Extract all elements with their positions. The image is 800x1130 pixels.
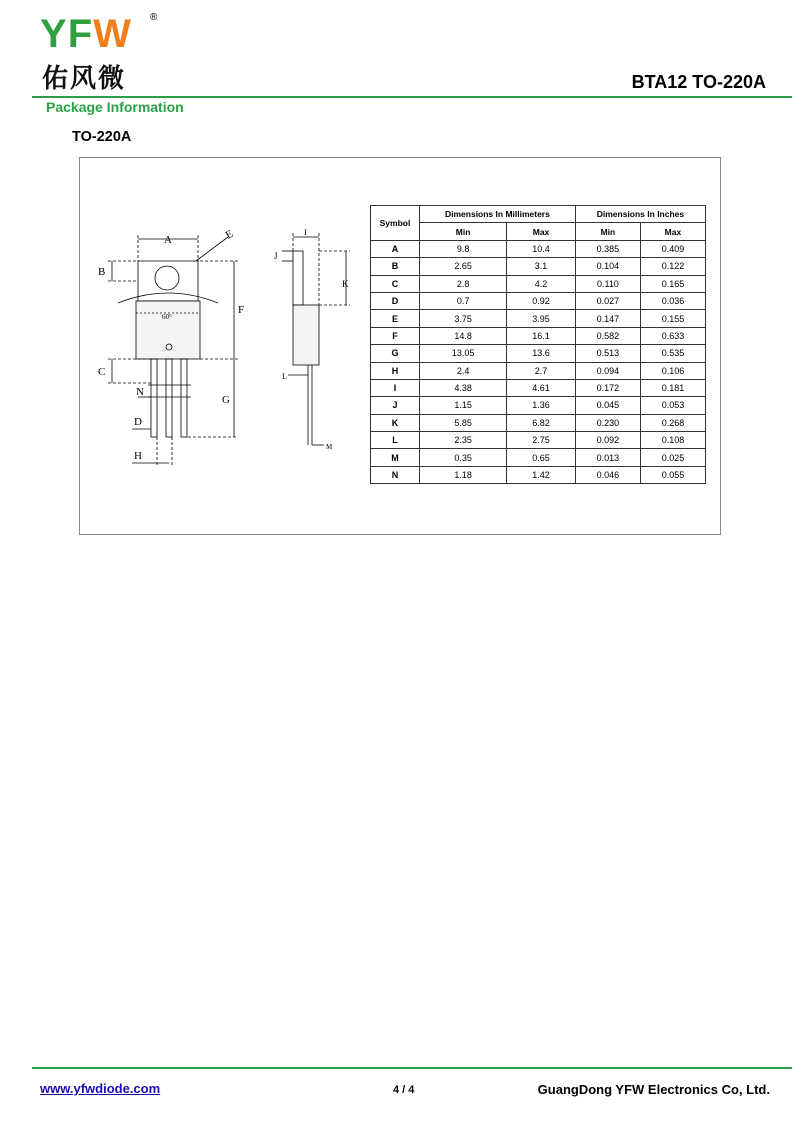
table-row [371, 258, 706, 275]
registered-mark: ® [150, 12, 158, 23]
mm-min-cell: 13.05 [420, 345, 507, 362]
footer-divider [32, 1067, 792, 1069]
inch-min-cell: 0.110 [575, 275, 640, 292]
mm-min-cell: 2.8 [420, 275, 507, 292]
symbol-cell: N [371, 466, 420, 483]
drawing-label-k: K [342, 279, 349, 289]
table-row [371, 432, 706, 449]
inch-min-cell: 0.147 [575, 310, 640, 327]
table-row [371, 240, 706, 257]
symbol-cell: L [371, 432, 420, 449]
inch-max-cell: 0.106 [640, 362, 705, 379]
table-row [371, 310, 706, 327]
symbol-column-header: Symbol [371, 206, 420, 241]
symbol-cell: G [371, 345, 420, 362]
drawing-label-j: J [274, 251, 278, 261]
mm-min-cell: 2.4 [420, 362, 507, 379]
inch-max-header: Max [640, 223, 705, 240]
table-row [371, 362, 706, 379]
table-row [371, 292, 706, 309]
inch-min-cell: 0.513 [575, 345, 640, 362]
mm-min-cell: 2.35 [420, 432, 507, 449]
logo-letter-y: Y [40, 12, 68, 56]
inch-min-cell: 0.045 [575, 397, 640, 414]
inch-max-cell: 0.025 [640, 449, 705, 466]
header-divider [32, 96, 792, 98]
drawing-label-a: A [164, 234, 172, 246]
mm-max-cell: 6.82 [507, 414, 576, 431]
logo-letters [40, 14, 132, 54]
mm-min-cell: 2.65 [420, 258, 507, 275]
mm-max-cell: 4.2 [507, 275, 576, 292]
inch-max-cell: 0.055 [640, 466, 705, 483]
inch-max-cell: 0.181 [640, 379, 705, 396]
mm-max-cell: 2.75 [507, 432, 576, 449]
inch-max-cell: 0.268 [640, 414, 705, 431]
inch-min-header: Min [575, 223, 640, 240]
inch-max-cell: 0.165 [640, 275, 705, 292]
mm-max-cell: 3.95 [507, 310, 576, 327]
company-name: GuangDong YFW Electronics Co, Ltd. [537, 1082, 770, 1097]
package-outline-drawing [88, 225, 358, 470]
website-link[interactable]: www.yfwdiode.com [40, 1081, 161, 1096]
mm-min-cell: 3.75 [420, 310, 507, 327]
drawing-label-n: N [136, 386, 144, 398]
drawing-label-h: H [134, 450, 142, 462]
table-subheader-row [371, 223, 706, 240]
mm-max-cell: 3.1 [507, 258, 576, 275]
table-row [371, 327, 706, 344]
drawing-label-f: F [238, 304, 245, 316]
mm-min-cell: 9.8 [420, 240, 507, 257]
inch-min-cell: 0.230 [575, 414, 640, 431]
drawing-label-b: B [98, 266, 106, 278]
inch-max-cell: 0.036 [640, 292, 705, 309]
mm-max-cell: 0.65 [507, 449, 576, 466]
drawing-label-d: D [134, 416, 142, 428]
table-row [371, 449, 706, 466]
symbol-cell: B [371, 258, 420, 275]
logo-letter-w: W [93, 12, 132, 56]
drawing-label-l: L [282, 372, 287, 381]
inch-min-cell: 0.013 [575, 449, 640, 466]
mm-min-header: Min [420, 223, 507, 240]
table-row [371, 397, 706, 414]
mm-min-cell: 0.35 [420, 449, 507, 466]
mm-max-cell: 16.1 [507, 327, 576, 344]
table-row [371, 466, 706, 483]
mm-max-header: Max [507, 223, 576, 240]
mm-group-header: Dimensions In Millimeters [420, 206, 576, 223]
dimensions-table [370, 205, 706, 484]
mm-max-cell: 4.61 [507, 379, 576, 396]
table-header-row [371, 206, 706, 223]
symbol-cell: A [371, 240, 420, 257]
drawing-label-angle: 60° [162, 313, 172, 321]
symbol-cell: E [371, 310, 420, 327]
symbol-cell: I [371, 379, 420, 396]
mm-max-cell: 10.4 [507, 240, 576, 257]
table-row [371, 345, 706, 362]
symbol-cell: C [371, 275, 420, 292]
page-number: 4 / 4 [393, 1084, 415, 1096]
mm-min-cell: 5.85 [420, 414, 507, 431]
logo-chinese-name: 佑风微 [42, 64, 127, 94]
section-title: Package Information [46, 99, 184, 115]
package-title: TO-220A [72, 129, 132, 145]
mm-max-cell: 0.92 [507, 292, 576, 309]
inch-min-cell: 0.027 [575, 292, 640, 309]
drawing-label-m: M [326, 443, 333, 451]
mm-min-cell: 1.15 [420, 397, 507, 414]
mm-min-cell: 4.38 [420, 379, 507, 396]
mm-max-cell: 1.36 [507, 397, 576, 414]
inch-min-cell: 0.172 [575, 379, 640, 396]
symbol-cell: D [371, 292, 420, 309]
table-row [371, 379, 706, 396]
inch-max-cell: 0.108 [640, 432, 705, 449]
inch-min-cell: 0.092 [575, 432, 640, 449]
inch-min-cell: 0.104 [575, 258, 640, 275]
inch-min-cell: 0.582 [575, 327, 640, 344]
mm-min-cell: 0.7 [420, 292, 507, 309]
mm-min-cell: 14.8 [420, 327, 507, 344]
drawing-label-i: I [304, 228, 307, 237]
inch-max-cell: 0.053 [640, 397, 705, 414]
inch-group-header: Dimensions In Inches [575, 206, 705, 223]
inch-max-cell: 0.409 [640, 240, 705, 257]
mm-max-cell: 13.6 [507, 345, 576, 362]
table-row [371, 275, 706, 292]
inch-max-cell: 0.155 [640, 310, 705, 327]
mm-max-cell: 2.7 [507, 362, 576, 379]
inch-max-cell: 0.535 [640, 345, 705, 362]
symbol-cell: K [371, 414, 420, 431]
table-row [371, 414, 706, 431]
inch-max-cell: 0.122 [640, 258, 705, 275]
symbol-cell: F [371, 327, 420, 344]
symbol-cell: H [371, 362, 420, 379]
drawing-label-g: G [222, 394, 230, 406]
company-logo [40, 14, 170, 94]
inch-min-cell: 0.046 [575, 466, 640, 483]
drawing-label-e: E [223, 227, 236, 242]
mm-max-cell: 1.42 [507, 466, 576, 483]
inch-min-cell: 0.385 [575, 240, 640, 257]
inch-max-cell: 0.633 [640, 327, 705, 344]
inch-min-cell: 0.094 [575, 362, 640, 379]
symbol-cell: J [371, 397, 420, 414]
document-title: BTA12 TO-220A [631, 72, 766, 92]
mm-min-cell: 1.18 [420, 466, 507, 483]
logo-letter-f: F [67, 12, 94, 56]
drawing-label-c: C [98, 366, 106, 378]
symbol-cell: M [371, 449, 420, 466]
